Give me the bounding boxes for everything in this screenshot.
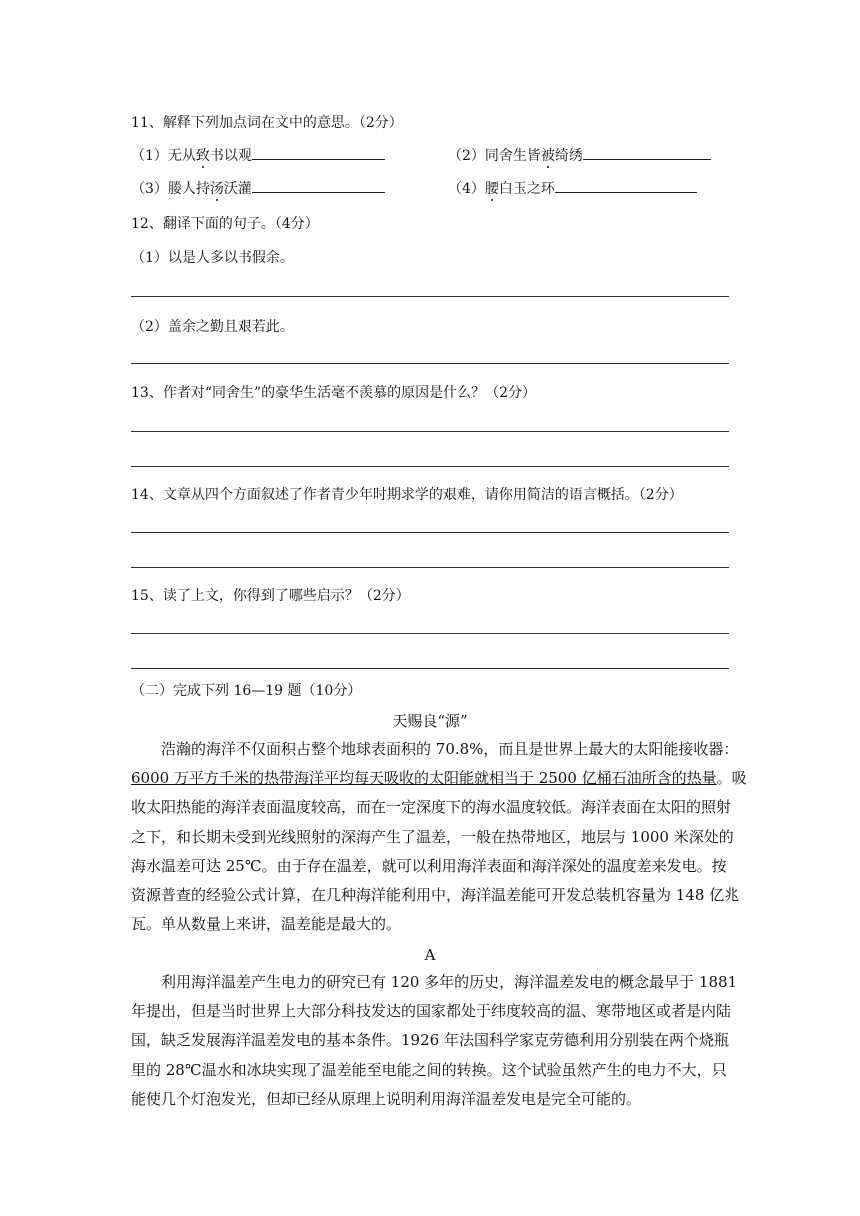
question-12-title: 12、翻译下面的句子。（4分）	[131, 216, 319, 232]
q11-item-4-pre: （4）	[448, 181, 485, 197]
p2-line-1: 利用海洋温差产生电力的研究已有 120 多年的历史，海洋温差发电的概念最早于 1881	[161, 973, 738, 991]
p1-line-2	[131, 764, 747, 793]
question-11-title: 11、解释下列加点词在文中的意思。（2分）	[131, 115, 403, 131]
q12-sentence-2: （2）盖余之勤且艰若此。	[131, 319, 294, 335]
section-2-heading: （二）完成下列 16—19 题（10分）	[131, 683, 362, 699]
q11-item-3-answer-blank[interactable]	[252, 178, 385, 193]
question-13-title: 13、作者对“同舍生”的豪华生活毫不羡慕的原因是什么？（2分）	[131, 385, 537, 401]
q11-item-1-dotted-word: 致	[195, 148, 210, 164]
q12-answer-line-2[interactable]	[131, 363, 729, 364]
q13-answer-line-1[interactable]	[131, 431, 729, 432]
q11-item-4-dotted-word: 腰	[484, 181, 499, 197]
q14-answer-line-2[interactable]	[131, 567, 729, 568]
p1-line-6: 资源普查的经验公式计算，在几种海洋能利用中，海洋温差能可开发总装机容量为 148 亿兆	[131, 886, 740, 905]
p1-line-4: 之下，和长期未受到光线照射的深海产生了温差，一般在热带地区，地层与 1000 米深处的	[131, 827, 734, 846]
p1-line-7: 瓦。单从数量上来讲，温差能是最大的。	[131, 915, 402, 934]
q15-answer-line-2[interactable]	[131, 668, 729, 669]
q11-item-1-answer-blank[interactable]	[252, 145, 385, 160]
q11-item-2-dotted-word: 被	[540, 148, 555, 164]
q11-item-3	[131, 178, 385, 198]
q11-item-3-pre: （3）媵人持	[131, 181, 210, 197]
blank-marker-a: A	[424, 946, 436, 964]
q11-item-2	[448, 145, 711, 165]
q15-answer-line-1[interactable]	[131, 633, 729, 634]
article-title: 天赐良“源”	[392, 712, 468, 730]
q12-answer-line-1[interactable]	[131, 296, 729, 297]
q11-item-3-dotted-word: 汤	[209, 181, 224, 197]
q11-item-4	[448, 178, 697, 198]
p2-line-3: 国，缺乏发展海洋温差发电的基本条件。1926 年法国科学家克劳德利用分别装在两个烧瓶	[131, 1031, 729, 1050]
q11-item-2-post: 绮绣	[554, 148, 583, 164]
p1-line-3: 收太阳热能的海洋表面温度较高，而在一定深度下的海水温度较低。海洋表面在太阳的照射	[131, 798, 732, 817]
article-paragraph-2	[131, 968, 738, 1114]
q11-item-4-post: 白玉之环	[498, 181, 555, 197]
p1-underlined-sentence: 6000 万平方千米的热带海洋平均每天吸收的太阳能就相当于 2500 亿桶石油所含的热量	[131, 769, 717, 788]
q11-item-1-pre: （1）无从	[131, 148, 196, 164]
p2-line-4: 里的 28℃温水和冰块实现了温差能至电能之间的转换。这个试验虽然产生的电力不大，只	[131, 1060, 727, 1079]
question-15-title: 15、读了上文，你得到了哪些启示？（2分）	[131, 588, 410, 604]
p2-line-5: 能使几个灯泡发光，但却已经从原理上说明利用海洋温差发电是完全可能的。	[131, 1089, 642, 1108]
question-14-title: 14、文章从四个方面叙述了作者青少年时期求学的艰难，请你用简洁的语言概括。（2分）	[131, 487, 683, 503]
p1-line-2-rest: 。吸	[716, 769, 747, 788]
q11-item-3-post: 沃灌	[223, 181, 252, 197]
q12-sentence-1: （1）以是人多以书假余。	[131, 250, 294, 266]
p1-line-1: 浩瀚的海洋不仅面积占整个地球表面积的 70.8%，而且是世界上最大的太阳能接收器：	[161, 740, 739, 758]
q11-item-2-pre: （2）同舍生皆	[448, 148, 541, 164]
q11-item-1-post: 书以观	[209, 148, 252, 164]
q11-item-1	[131, 145, 385, 165]
p1-line-5: 海水温差可达 25℃。由于存在温差，就可以利用海洋表面和海洋深处的温度差来发电。按	[131, 856, 727, 875]
q11-item-4-answer-blank[interactable]	[555, 178, 697, 193]
q13-answer-line-2[interactable]	[131, 466, 729, 467]
p2-line-2: 年提出，但是当时世界上大部分科技发达的国家都处于纬度较高的温、寒带地区或者是内陆	[131, 1002, 732, 1021]
q14-answer-line-1[interactable]	[131, 532, 729, 533]
q11-item-2-answer-blank[interactable]	[583, 145, 711, 160]
article-paragraph-1	[131, 735, 747, 939]
